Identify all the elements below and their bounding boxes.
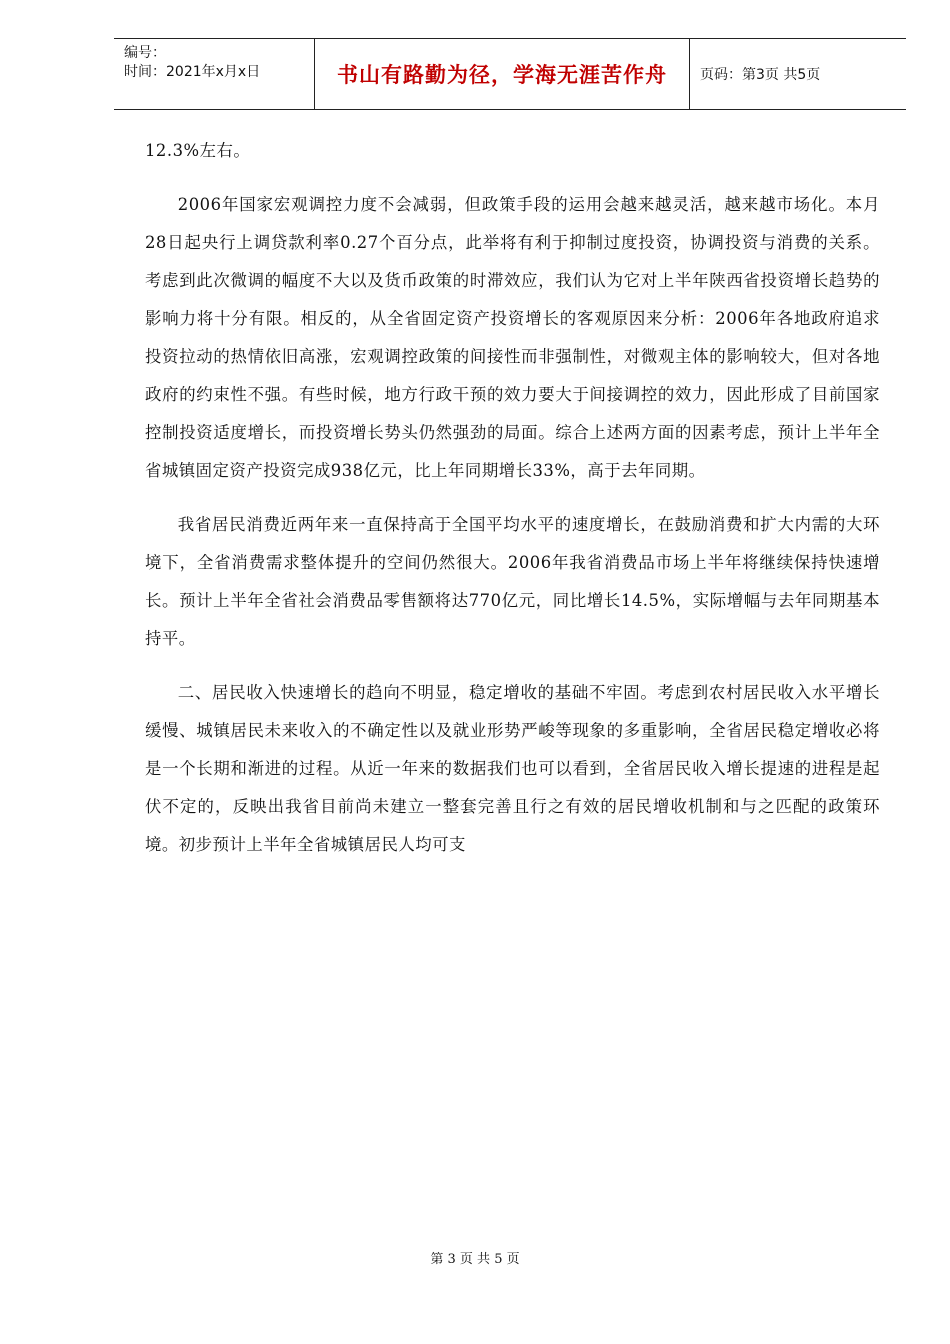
paragraph-consumption: 我省居民消费近两年来一直保持高于全国平均水平的速度增长，在鼓励消费和扩大内需的大环境下，全省消费需求整体提升的空间仍然很大。2006年我省消费品市场上半年将继续保持快速增长。预计上半年全省社会消费品零售额将达770亿元，同比增长14.5%，实际增幅与去年同期基本持平。 [145,514,880,649]
document-body [145,132,880,880]
page-footer: 第 3 页 共 5 页 [430,1252,520,1267]
document-time-label: 时间：2021年x月x日 [124,64,261,80]
paragraph-investment: 2006年国家宏观调控力度不会减弱，但政策手段的运用会越来越灵活，越来越市场化。本月28日起央行上调贷款利率0.27个百分点，此举将有利于抑制过度投资，协调投资与消费的关系。考虑到此次微调的幅度不大以及货币政策的时滞效应，我们认为它对上半年陕西省投资增长趋势的影响力将十分有限。相反的，从全省固定资产投资增长的客观原因来分析：2006年各地政府追求投资拉动的热情依旧高涨，宏观调控政策的间接性而非强制性，对微观主体的影响较大，但对各地政府的约束性不强。有些时候，地方行政干预的效力要大于间接调控的效力，因此形成了目前国家控制投资适度增长，而投资增长势头仍然强劲的局面。综合上述两方面的因素考虑，预计上半年全省城镇固定资产投资完成938亿元，比上年同期增长33%，高于去年同期。 [145,194,880,481]
header-motto: 书山有路勤为径，学海无涯苦作舟 [337,63,667,87]
header-page-cell [690,39,906,109]
header-motto-cell [314,39,690,109]
paragraph-continued: 12.3%左右。 [145,141,251,160]
paragraph-income: 二、居民收入快速增长的趋向不明显，稳定增收的基础不牢固。考虑到农村居民收入水平增长缓慢、城镇居民未来收入的不确定性以及就业形势严峻等现象的多重影响，全省居民稳定增收必将是一个长期和渐进的过程。从近一年来的数据我们也可以看到，全省居民收入增长提速的进程是起伏不定的，反映出我省目前尚未建立一整套完善且行之有效的居民增收机制和与之匹配的政策环境。初步预计上半年全省城镇居民人均可支 [145,682,880,855]
header-page-info: 页码：第3页 共5页 [700,67,821,83]
page-header [114,38,906,110]
document-number-label: 编号： [124,45,166,61]
header-meta [114,39,314,109]
